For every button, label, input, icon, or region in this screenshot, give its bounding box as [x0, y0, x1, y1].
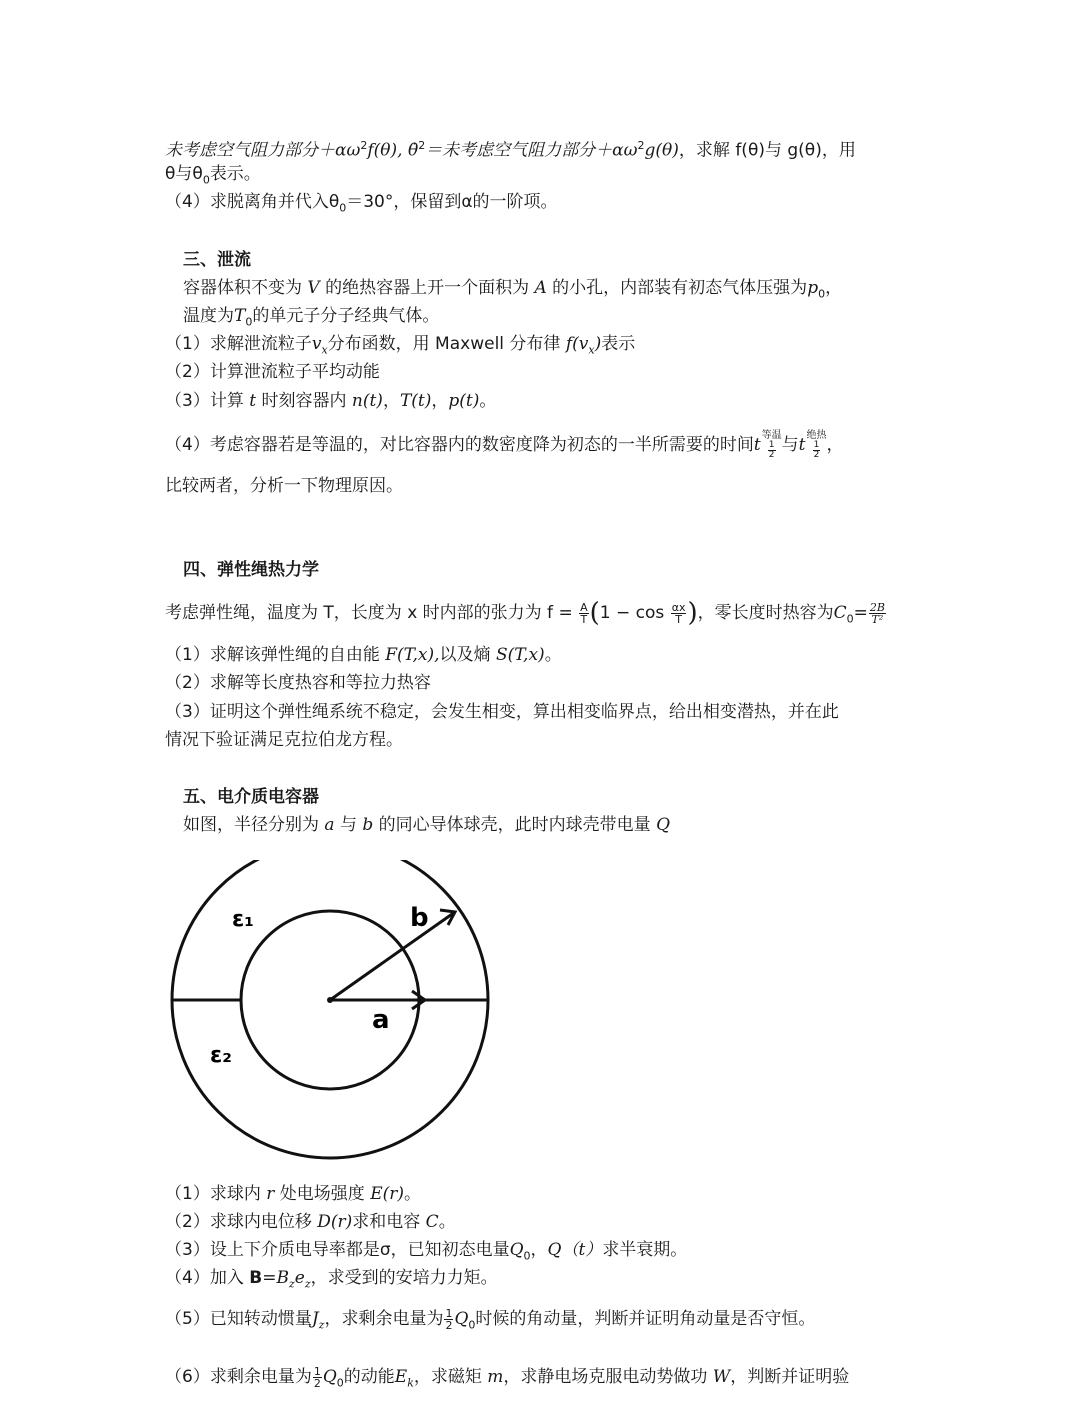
sec4-question-2: （2）求解等长度热容和等拉力热容: [165, 673, 431, 693]
sec2-question-4: （4）求脱离角并代入$\theta_0=30^\circ$，保留到α的一阶项。: [165, 192, 558, 215]
sec3-intro-1: 容器体积不变为 V 的绝热容器上开一个面积为 A 的小孔，内部装有初态气体压强为$p_0$，: [183, 278, 843, 301]
radius-b-arrow: [330, 912, 455, 1000]
sec5-question-4: （4）加入 $B=B_ze_z$，求受到的安培力力矩。: [165, 1268, 498, 1291]
sec3-question-1: （1）求解泄流粒子$v_x$分布函数，用 Maxwell 分布律 $f(v_x)$表示: [165, 334, 636, 357]
sec3-title: 三、泄流: [183, 250, 251, 270]
sec2-line2: θ与$\theta_0$表示。: [165, 164, 261, 187]
sec5-question-6: （6）求剩余电量为 $\frac{1}{2}$ $Q_0$的动能$E_k$，求磁矩 m，求静电场克服电动势做功 W，判断并证明验: [165, 1364, 850, 1390]
sec3-question-4-cont: 比较两者，分析一下物理原因。: [165, 476, 403, 496]
sec4-intro: 考虑弹性绳，温度为 T，长度为 x 时内部的张力为 f = $\frac{A}{T}$ (1 − cos $\frac{\alpha x}{T}$ )，零长度时热容为$C_0=$ $\frac{2B}{\text{T²}}$: [165, 598, 885, 628]
sec3-question-3: （3）计算 t 时刻容器内 n(t)，T(t)，p(t)。: [165, 391, 497, 411]
sec5-question-1: （1）求球内 r 处电场强度 E(r)。: [165, 1184, 421, 1204]
sec4-question-3-cont: 情况下验证满足克拉伯龙方程。: [165, 730, 403, 750]
sec4-title: 四、弹性绳热力学: [183, 560, 319, 580]
sec4-question-3: （3）证明这个弹性绳系统不稳定，会发生相变，算出相变临界点，给出相变潜热，并在此: [165, 702, 839, 722]
label-eps2: ε₂: [210, 1043, 232, 1068]
sec5-intro: 如图，半径分别为 a 与 b 的同心导体球壳，此时内球壳带电量 Q: [183, 815, 670, 835]
capacitor-figure: [160, 860, 510, 1160]
sec3-question-4: （4）考虑容器若是等温的，对比容器内的数密度降为初态的一半所需要的时间t 等温 $\frac{1}{2}$ 与t 绝热 $\frac{1}{2}$ ，: [165, 430, 844, 460]
sec2-line1: 未考虑空气阻力部分$+\alpha\omega^2f(\theta)$, θ̇$^2$＝未考虑空气阻力部分$+\alpha\omega^2g(\theta)$，求解 f(θ)与 g(θ)，用: [165, 139, 856, 161]
label-b: b: [410, 903, 429, 933]
sec3-question-2: （2）计算泄流粒子平均动能: [165, 362, 380, 382]
label-eps1: ε₁: [232, 907, 254, 932]
outer-sphere: [172, 860, 488, 1158]
label-a: a: [372, 1005, 390, 1035]
sec2-line1-a: 未考虑空气阻力部分＋αω: [165, 140, 361, 161]
sec5-title: 五、电介质电容器: [183, 787, 319, 807]
sec3-intro-2: 温度为$T_0$的单元子分子经典气体。: [183, 306, 440, 329]
sec5-question-5: （5）已知转动惯量$J_z$，求剩余电量为 $\frac{1}{2}$ $Q_0$时候的角动量，判断并证明角动量是否守恒。: [165, 1306, 816, 1332]
sec5-question-2: （2）求球内电位移 D(r)求和电容 C。: [165, 1212, 456, 1232]
sec4-question-1: （1）求解该弹性绳的自由能 F(T,x),以及熵 S(T,x)。: [165, 645, 562, 665]
sec5-question-3: （3）设上下介质电导率都是σ，已知初态电量$Q_0$，Q（t）求半衰期。: [165, 1240, 688, 1263]
